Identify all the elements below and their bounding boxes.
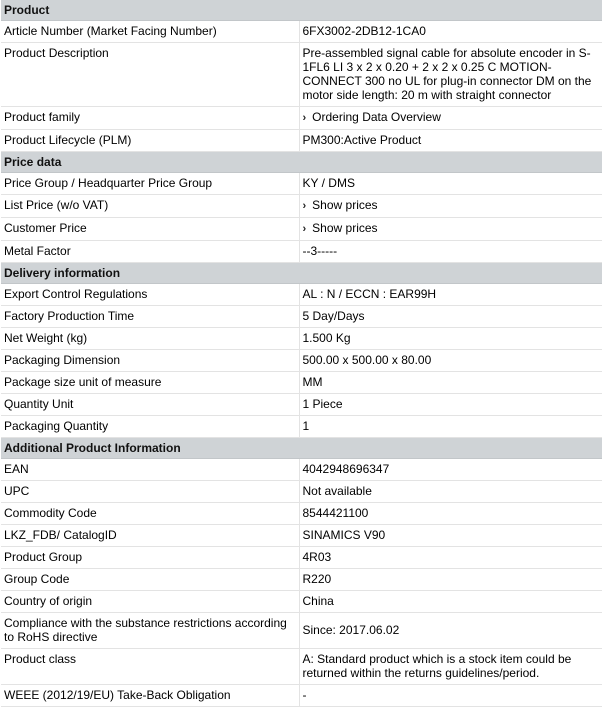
section-header-delivery-information: Delivery information [1,263,602,284]
row-label: Product Lifecycle (PLM) [1,130,299,152]
row-value: PM300:Active Product [299,130,602,152]
row-value: 8544421100 [299,503,602,525]
row-label: WEEE (2012/19/EU) Take-Back Obligation [1,685,299,707]
row-value: 4042948696347 [299,459,602,481]
row-value: Since: 2017.06.02 [299,613,602,649]
row-label: Article Number (Market Facing Number) [1,21,299,43]
row-label: Group Code [1,569,299,591]
table-row-product-lifecycle [1,130,602,152]
ordering-data-overview-link[interactable]: › Ordering Data Overview [302,110,441,124]
row-value: Not available [299,481,602,503]
chevron-right-icon: › [302,200,307,212]
table-row-quantity-unit [1,394,602,416]
row-value: - [299,685,602,707]
section-header-product: Product [1,0,602,21]
table-row-production-time [1,306,602,328]
row-label: Compliance with the substance restrictions according to RoHS directive [1,613,299,649]
row-label: Factory Production Time [1,306,299,328]
table-row-product-group [1,547,602,569]
table-row-weee [1,685,602,707]
row-label: Net Weight (kg) [1,328,299,350]
table-row-product-class [1,649,602,685]
table-row-package-unit [1,372,602,394]
table-row-commodity-code [1,503,602,525]
row-value: 4R03 [299,547,602,569]
table-row-export-control [1,284,602,306]
section-header-price-data: Price data [1,152,602,173]
row-label: Customer Price [1,218,299,241]
row-value: 500.00 x 500.00 x 80.00 [299,350,602,372]
row-value: SINAMICS V90 [299,525,602,547]
row-value: --3----- [299,241,602,263]
row-label: Product class [1,649,299,685]
chevron-right-icon: › [302,112,307,124]
table-row-article-number [1,21,602,43]
chevron-right-icon: › [302,223,307,235]
row-value [299,218,602,241]
row-label: Commodity Code [1,503,299,525]
row-label: Country of origin [1,591,299,613]
list-price-show-prices-link[interactable]: › Show prices [302,198,378,212]
table-row-rohs-compliance [1,613,602,649]
row-value: A: Standard product which is a stock item could be returned within the returns guidelines/period. [299,649,602,685]
row-label: Metal Factor [1,241,299,263]
row-label: Package size unit of measure [1,372,299,394]
row-value: 5 Day/Days [299,306,602,328]
table-row-product-description [1,43,602,107]
row-label: Quantity Unit [1,394,299,416]
row-label: Product family [1,107,299,130]
row-label: Product Group [1,547,299,569]
table-row-net-weight [1,328,602,350]
table-row-upc [1,481,602,503]
row-label: Packaging Dimension [1,350,299,372]
row-value: 1 Piece [299,394,602,416]
row-value: MM [299,372,602,394]
table-row-product-family [1,107,602,130]
table-row-country-of-origin [1,591,602,613]
row-value [299,107,602,130]
row-label: Price Group / Headquarter Price Group [1,173,299,195]
row-value: Pre-assembled signal cable for absolute encoder in S-1FL6 LI 3 x 2 x 0.20 + 2 x 2 x 0.25 C MOTION-CONNECT 300 no UL for plug-in connector DM on the motor side length: 20 m with straight connector [299,43,602,107]
table-row-ean [1,459,602,481]
table-row-group-code [1,569,602,591]
table-row-catalog-id [1,525,602,547]
table-row-customer-price [1,218,602,241]
product-data-table [1,0,602,707]
row-label: Packaging Quantity [1,416,299,438]
row-label: Export Control Regulations [1,284,299,306]
row-label: LKZ_FDB/ CatalogID [1,525,299,547]
customer-price-show-prices-link[interactable]: › Show prices [302,221,378,235]
table-row-metal-factor [1,241,602,263]
section-header-additional-information: Additional Product Information [1,438,602,459]
row-label: List Price (w/o VAT) [1,195,299,218]
row-value: 6FX3002-2DB12-1CA0 [299,21,602,43]
row-label: EAN [1,459,299,481]
row-value: 1.500 Kg [299,328,602,350]
row-label: Product Description [1,43,299,107]
row-value: China [299,591,602,613]
row-value: KY / DMS [299,173,602,195]
row-value: AL : N / ECCN : EAR99H [299,284,602,306]
table-row-packaging-dimension [1,350,602,372]
row-label: UPC [1,481,299,503]
row-value: 1 [299,416,602,438]
row-value: R220 [299,569,602,591]
table-row-list-price [1,195,602,218]
table-row-price-group [1,173,602,195]
table-row-packaging-quantity [1,416,602,438]
row-value [299,195,602,218]
